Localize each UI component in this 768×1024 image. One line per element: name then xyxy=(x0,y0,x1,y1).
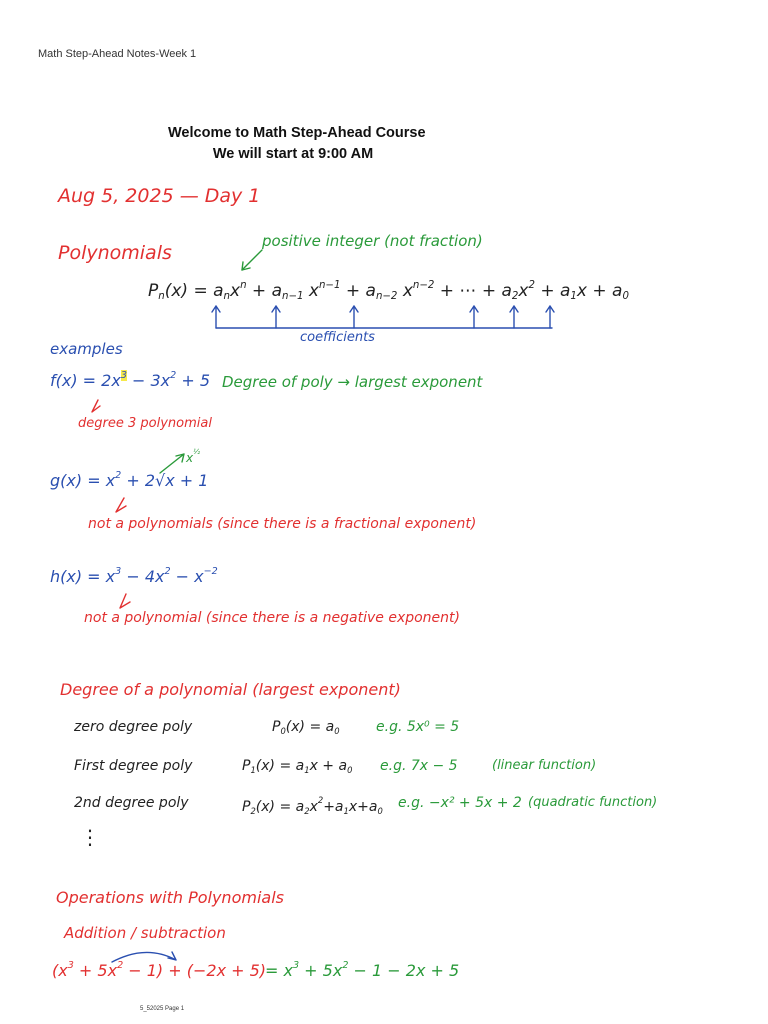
degree-row-2-label: 2nd degree poly xyxy=(74,795,189,811)
degree-row-0-example: e.g. 5x⁰ = 5 xyxy=(376,719,460,735)
page-header: Math Step-Ahead Notes-Week 1 xyxy=(38,48,197,60)
course-title: Welcome to Math Step-Ahead Course xyxy=(168,125,426,141)
coefficients-label: coefficients xyxy=(300,330,375,345)
g-function: $g(x) = x^2 + 2√x + 1$ xyxy=(50,470,209,490)
exponent-arrow xyxy=(242,250,262,270)
h-note: not a polynomial (since there is a negative exponent) xyxy=(84,610,460,626)
degree-heading: Degree of a polynomial (largest exponent) xyxy=(60,680,401,699)
degree-row-2-note: (quadratic function) xyxy=(528,795,658,810)
date-heading: Aug 5, 2025 — Day 1 xyxy=(58,185,261,207)
x-half-annotation: $x^{\frac{1}{2}}$ xyxy=(186,447,201,465)
addition-result: = $x^3 + 5x^2 - 1 - 2x + 5$ xyxy=(265,960,460,980)
f-function: $f(x) = 2x^3 - 3x^2 + 5$ xyxy=(50,370,211,390)
degree-row-1-label: First degree poly xyxy=(74,758,193,774)
examples-heading: examples xyxy=(50,340,123,358)
addition-expression: $(x^3 + 5x^2 - 1) + (-2x + 5)$ xyxy=(52,960,267,980)
degree-note: Degree of poly → largest exponent xyxy=(222,373,483,391)
g-note: not a polynomials (since there is a fractional exponent) xyxy=(88,516,477,532)
degree-row-2-formula: $P_2(x) = a_2x^2+a_1x+a_0$ xyxy=(242,795,383,816)
h-function: $h(x) = x^3 - 4x^2 - x^{-2}$ xyxy=(50,566,218,586)
f-degree-note: degree 3 polynomial xyxy=(78,416,212,431)
general-polynomial-formula: $P_n(x) = a_nx^n + a_{n-1}$ $x^{n-1} + a_{n-2}$ $x^{n-2}$ + ⋯ + $a_2x^2 + a_1x + a_0$ xyxy=(148,280,629,302)
exponent-annotation: positive integer (not fraction) xyxy=(262,232,483,250)
addition-subheading: Addition / subtraction xyxy=(64,924,226,942)
degree-row-0-label: zero degree poly xyxy=(74,719,193,735)
degree-row-0-formula: $P_0(x) = a_0$ xyxy=(272,719,340,736)
degree-row-2-example: e.g. −x² + 5x + 2 xyxy=(398,795,522,811)
degree-row-1-note: (linear function) xyxy=(492,758,597,773)
polynomials-heading: Polynomials xyxy=(58,242,172,264)
page-footer: 5_52025 Page 1 xyxy=(140,1006,185,1012)
degree-row-1-formula: $P_1(x) = a_1x + a_0$ xyxy=(242,758,353,775)
degree-row-1-example: e.g. 7x − 5 xyxy=(380,758,458,774)
operations-heading: Operations with Polynomials xyxy=(56,888,284,907)
start-time: We will start at 9:00 AM xyxy=(212,146,374,162)
continuation-dots: ⋮ xyxy=(80,825,100,849)
